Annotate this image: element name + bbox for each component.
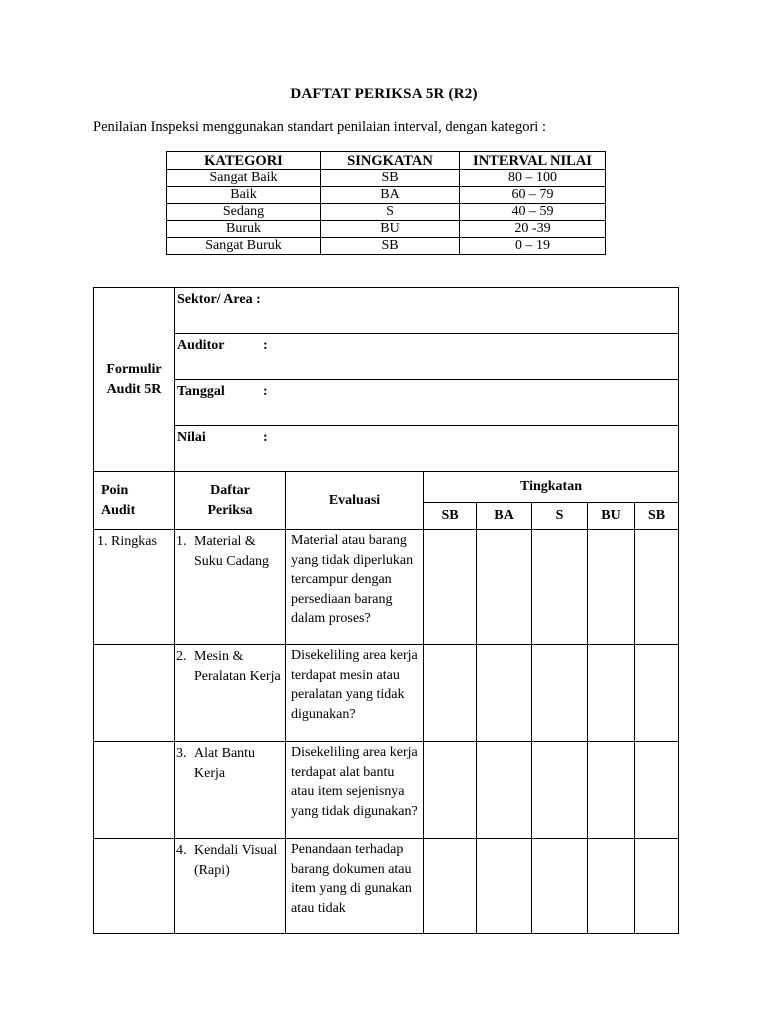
category-abbr: BA (321, 187, 460, 204)
poin-line1: Poin (101, 482, 129, 498)
grade-cell-ba[interactable] (477, 742, 532, 839)
grade-header-bu: BU (588, 503, 635, 530)
category-abbr: SB (321, 238, 460, 255)
grade-cell-sb2[interactable] (635, 530, 679, 645)
poin-audit-cell (94, 645, 175, 742)
item-name: Material & Suku Cadang (194, 534, 270, 569)
grade-cell-ba[interactable] (477, 530, 532, 645)
grade-cell-sb2[interactable] (635, 645, 679, 742)
grade-cell-sb2[interactable] (635, 742, 679, 839)
audit-form-table (93, 287, 679, 934)
field-separator: : (263, 430, 268, 445)
category-header-row (167, 152, 606, 170)
formulir-line2: Audit 5R (106, 381, 162, 397)
evaluasi-cell: Material atau barang yang tidak diperlukan tercampur dengan persediaan barang dalam proses? (286, 530, 424, 645)
category-interval: 60 – 79 (460, 187, 606, 204)
category-row (167, 170, 606, 187)
header-tingkatan: Tingkatan (424, 472, 679, 503)
grade-cell-bu[interactable] (588, 645, 635, 742)
category-row (167, 221, 606, 238)
field-label: Tanggal (177, 384, 225, 399)
grade-cell-s[interactable] (532, 530, 588, 645)
grade-cell-ba[interactable] (477, 645, 532, 742)
grade-cell-sb2[interactable] (635, 839, 679, 934)
header-kategori: KATEGORI (167, 152, 321, 170)
intro-text: Penilaian Inspeksi menggunakan standart penilaian interval, dengan kategori : (93, 119, 546, 135)
category-name: Buruk (167, 221, 321, 238)
item-name: Alat Bantu Kerja (194, 746, 256, 781)
field-auditor[interactable] (175, 334, 679, 380)
category-abbr: BU (321, 221, 460, 238)
category-table (166, 151, 606, 255)
header-interval: INTERVAL NILAI (460, 152, 606, 170)
document-title: DAFTAT PERIKSA 5R (R2) (290, 86, 478, 102)
field-separator: : (263, 384, 268, 399)
poin-audit-cell (94, 839, 175, 934)
field-sektor-area[interactable] (175, 288, 679, 334)
evaluasi-cell: Disekeliling area kerja terdapat mesin atau peralatan yang tidak digunakan? (286, 645, 424, 742)
daftar-periksa-cell (175, 742, 286, 839)
header-singkatan: SINGKATAN (321, 152, 460, 170)
grade-cell-bu[interactable] (588, 839, 635, 934)
formulir-line1: Formulir (106, 361, 162, 377)
grade-cell-s[interactable] (532, 645, 588, 742)
daftar-periksa-cell (175, 645, 286, 742)
field-label: Auditor (177, 338, 225, 353)
item-name: Kendali Visual (Rapi) (194, 843, 278, 878)
evaluasi-cell: Disekeliling area kerja terdapat alat bantu atau item sejenisnya yang tidak digunakan? (286, 742, 424, 839)
field-label: Sektor/ Area : (177, 292, 261, 307)
category-abbr: SB (321, 170, 460, 187)
category-row (167, 238, 606, 255)
grade-cell-sb[interactable] (424, 530, 477, 645)
grade-cell-sb[interactable] (424, 742, 477, 839)
grade-header-s: S (532, 503, 588, 530)
grade-cell-sb[interactable] (424, 839, 477, 934)
daftar-periksa-cell (175, 839, 286, 934)
field-label: Nilai (177, 430, 206, 445)
category-interval: 20 -39 (460, 221, 606, 238)
grade-cell-s[interactable] (532, 742, 588, 839)
field-nilai[interactable] (175, 426, 679, 472)
category-name: Sangat Baik (167, 170, 321, 187)
grade-cell-s[interactable] (532, 839, 588, 934)
grade-cell-ba[interactable] (477, 839, 532, 934)
grade-header-sb2: SB (635, 503, 679, 530)
item-number: 4. (176, 843, 187, 858)
header-poin-audit (94, 472, 175, 530)
field-separator: : (263, 338, 268, 353)
category-interval: 0 – 19 (460, 238, 606, 255)
grade-cell-sb[interactable] (424, 645, 477, 742)
item-number: 3. (176, 746, 187, 761)
poin-audit-cell (94, 742, 175, 839)
category-name: Baik (167, 187, 321, 204)
poin-line2: Audit (101, 502, 136, 518)
category-abbr: S (321, 204, 460, 221)
table-row (94, 742, 679, 839)
evaluasi-cell: Penandaan terhadap barang dokumen atau item yang di gunakan atau tidak (286, 839, 424, 934)
daftar-periksa-cell (175, 530, 286, 645)
poin-audit-cell: 1. Ringkas (94, 530, 175, 645)
grade-header-sb: SB (424, 503, 477, 530)
category-row (167, 187, 606, 204)
table-row (94, 839, 679, 934)
category-name: Sedang (167, 204, 321, 221)
grade-cell-bu[interactable] (588, 530, 635, 645)
item-number: 2. (176, 649, 187, 664)
category-interval: 80 – 100 (460, 170, 606, 187)
header-evaluasi: Evaluasi (286, 472, 424, 530)
formulir-label (94, 288, 175, 472)
category-name: Sangat Buruk (167, 238, 321, 255)
field-tanggal[interactable] (175, 380, 679, 426)
item-number: 1. (176, 534, 187, 549)
grade-cell-bu[interactable] (588, 742, 635, 839)
table-row (94, 645, 679, 742)
item-name: Mesin & Peralatan Kerja (194, 649, 281, 684)
header-daftar-periksa (175, 472, 286, 530)
category-interval: 40 – 59 (460, 204, 606, 221)
daftar-line2: Periksa (207, 502, 253, 518)
table-row (94, 530, 679, 645)
grade-header-ba: BA (477, 503, 532, 530)
daftar-line1: Daftar (210, 482, 250, 498)
category-row (167, 204, 606, 221)
